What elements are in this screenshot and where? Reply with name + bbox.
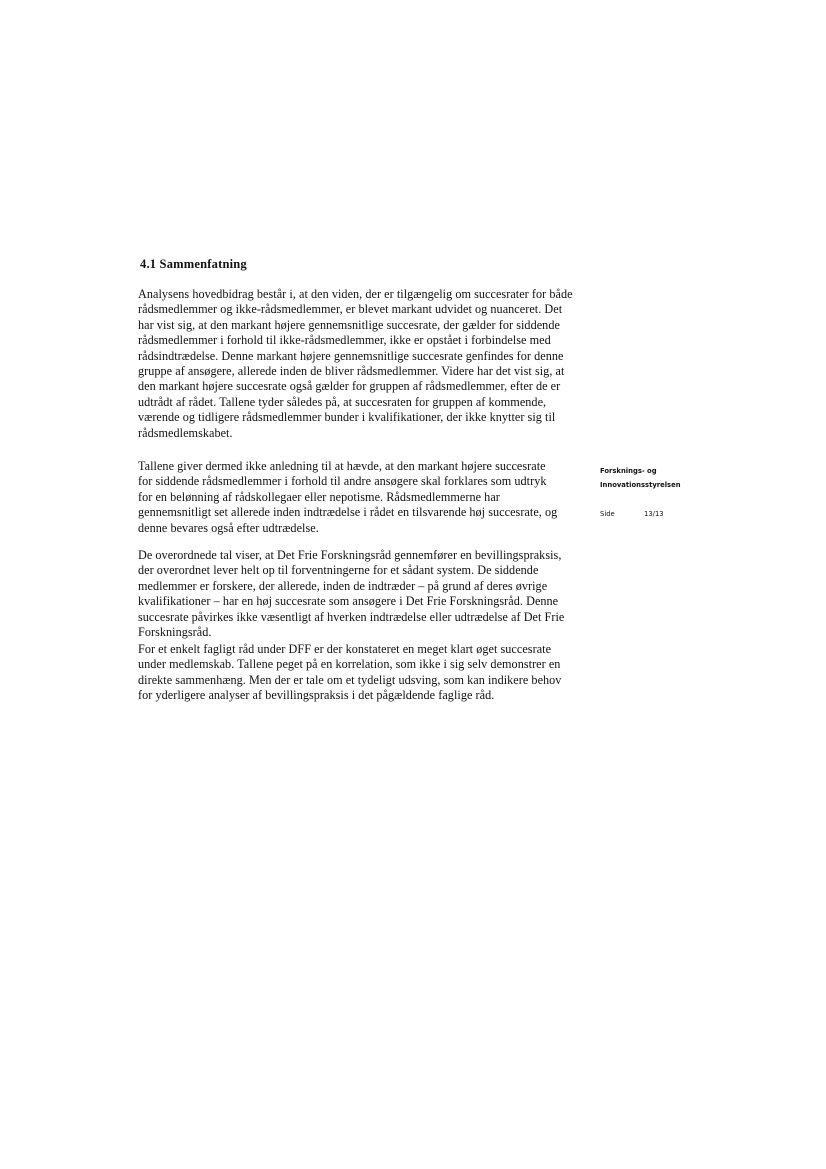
organization-name-line2: Innovationsstyrelsen (600, 481, 681, 489)
page-number: 13/13 (644, 510, 664, 518)
paragraph-1: Analysens hovedbidrag består i, at den viden, der er tilgængelig om succesrater for både rådsmedlemmer og ikke-rådsmedlemmer, er blevet markant udvidet og nuanceret. Det har vist sig, at den markant højere gennemsnitlige succesrate, der gælder for siddende rådsmedlemmer i forhold til ikke-rådsmedlemmer, ikke er opstået i forbindelse med rådsindtrædelse. Denne markant højere gennemsnitlige succesrate genfindes for denne gruppe af ansøgere, allerede inden de bliver rådsmedlemmer. Videre har det vist sig, at den markant højere succesrate også gælder for gruppen af rådsmedlemmer, efter de er udtrådt af rådet. Tallene tyder således på, at succesraten for gruppen af kommende, værende og tidligere rådsmedlemmer bunder i kvalifikationer, der ikke knytter sig til rådsmedlemskabet. (138, 287, 573, 440)
paragraph-2: Tallene giver dermed ikke anledning til at hævde, at den markant højere succesrate for siddende rådsmedlemmer i forhold til andre ansøgere skal forklares som udtryk for en belønning af rådskollegaer eller nepotisme. Rådsmedlemmerne har gennemsnitligt set allerede inden indtrædelse i rådet en tilsvarende høj succesrate, og denne bevares også efter udtrædelse. (138, 459, 558, 535)
section-heading: 4.1 Sammenfatning (140, 257, 247, 271)
paragraph-3: De overordnede tal viser, at Det Frie Forskningsråd gennemfører en bevillingspraksis, der overordnet lever helt op til forventningerne for et sådant system. De siddende medlemmer er forskere, der allerede, inden de indtræder – på grund af deres øvrige kvalifikationer – har en høj succesrate som ansøgere i Det Frie Forskningsråd. Denne succesrate påvirkes ikke væsentligt af hverken indtrædelse eller udtrædelse af Det Frie Forskningsråd. (138, 548, 565, 640)
organization-name-line1: Forsknings- og (600, 467, 657, 475)
paragraph-4: For et enkelt fagligt råd under DFF er der konstateret en meget klart øget succesrate under medlemskab. Tallene peget på en korrelation, som ikke i sig selv demonstrer en direkte sammenhæng. Men der er tale om et tydeligt udsving, som kan indikere behov for yderligere analyser af bevillingspraksis i det pågældende faglige råd. (138, 642, 562, 703)
page-label: Side (600, 510, 615, 518)
